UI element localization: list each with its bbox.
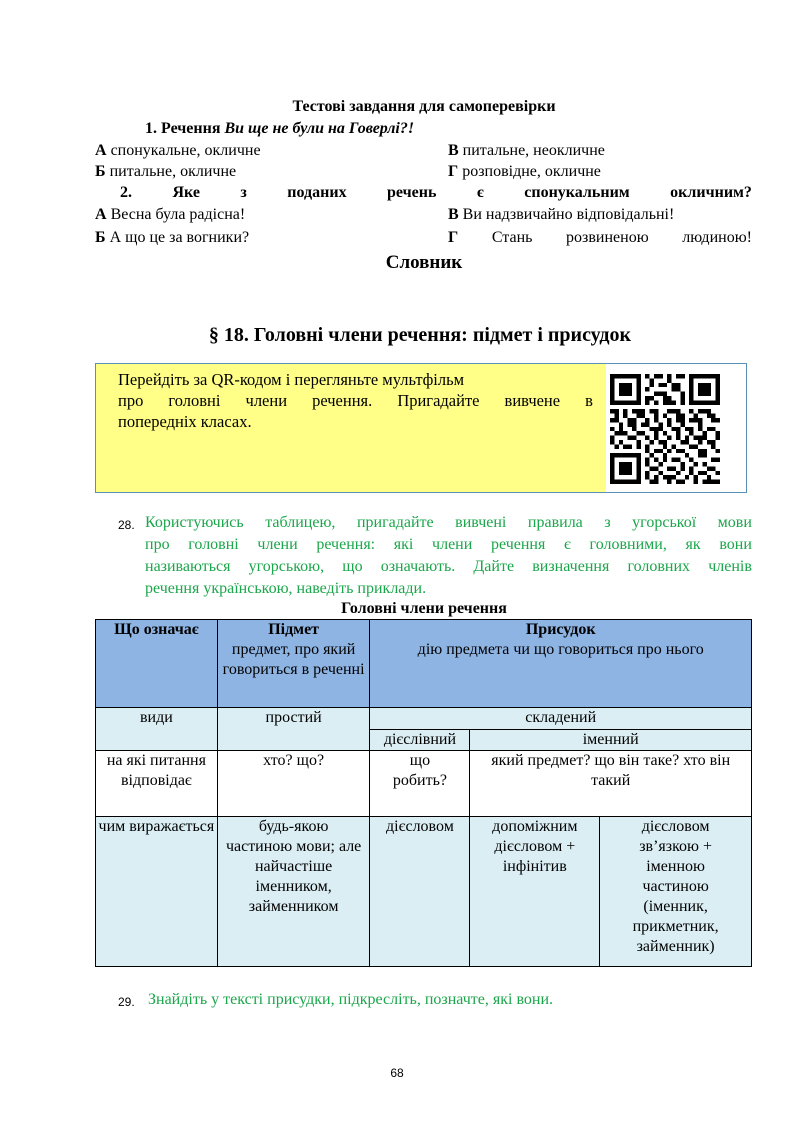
q1-option-a: А спонукальне, окличне (95, 142, 261, 159)
q1-option-b: Б питальне, окличне (95, 163, 237, 180)
kinds-compound: складений (370, 708, 752, 730)
q1-option-h: Г розповідне, окличне (448, 163, 601, 180)
task-28-line-4: речення українською, наведіть приклади. (145, 580, 427, 597)
question-2: 2. Яке з поданих речень є спонукальним окличним? (120, 184, 752, 201)
qr-code-area[interactable] (606, 364, 746, 492)
kinds-label: види (96, 708, 218, 751)
header-predicate: Присудок дію предмета чи що говориться про нього (370, 620, 752, 708)
dictionary-heading: Словник (385, 252, 463, 273)
qr-info-line-1: Перейдіть за QR-кодом і перегляньте мультфільм (118, 370, 465, 389)
questions-nominal: який предмет? що він таке? хто він такий (470, 751, 752, 817)
table-row-kinds (96, 708, 752, 730)
header-subject: Підмет предмет, про який говориться в реченні (217, 620, 370, 708)
task-28-line-2: про головні члени речення: які члени речення є головними, як вони (145, 536, 752, 553)
q2-option-h: Г Стань розвиненою людиною! (448, 229, 752, 246)
qr-code-icon[interactable] (610, 374, 720, 484)
table-header-row (96, 620, 752, 708)
expressed-simple: дієсловом (370, 817, 470, 967)
expressed-subject: будь-якою частиною мови; але найчастіше іменником, займенником (217, 817, 370, 967)
q2-option-a: А Весна була радісна! (95, 206, 246, 223)
qr-info-line-2: про головні члени речення. Пригадайте вивчене в (118, 391, 593, 410)
qr-info-box (95, 363, 747, 493)
task-28-line-3: називаються угорською, що означають. Дайте визначення головних членів (145, 558, 752, 575)
task-28-number: 28. (118, 518, 135, 532)
expressed-verbal: допоміжним дієсловом + інфінітив (470, 817, 600, 967)
questions-verbal: що робить? (370, 751, 470, 817)
q2-option-b: Б А що це за вогники? (95, 229, 250, 246)
question-1-number: 1. Речення (145, 120, 225, 137)
kinds-verbal: дієслівний (370, 730, 470, 751)
questions-subject: хто? що? (217, 751, 370, 817)
questions-label: на які питання відповідає (96, 751, 218, 817)
q1-option-v: В питальне, неокличне (448, 142, 605, 159)
qr-info-line-3: попередніх класах. (118, 412, 252, 431)
table-row-questions (96, 751, 752, 817)
kinds-simple: простий (217, 708, 370, 751)
question-1-sentence: Ви ще не були на Говерлі?! (224, 120, 415, 137)
expressed-nominal: дієсловом зв’язкою + іменною частиною (іменник, прикметник, займенник) (600, 817, 752, 967)
task-29-number: 29. (118, 995, 135, 1009)
main-members-table (95, 619, 752, 967)
question-1 (145, 119, 414, 139)
table-caption: Головні члени речення (341, 600, 507, 617)
task-29-text: Знайдіть у тексті присудки, підкресліть, позначте, які вони. (148, 991, 554, 1008)
kinds-nominal: іменний (470, 730, 752, 751)
task-28-line-1: Користуючись таблицею, пригадайте вивчені правила з угорської мови (145, 514, 752, 531)
test-title: Тестові завдання для самоперевірки (292, 98, 556, 115)
expressed-label: чим виражається (96, 817, 218, 967)
qr-info-text (118, 369, 593, 432)
table-row-expressed (96, 817, 752, 967)
page-number: 68 (390, 1066, 404, 1080)
header-what-means: Що означає (96, 620, 218, 708)
q2-option-v: В Ви надзвичайно відповідальні! (448, 206, 675, 223)
section-title: § 18. Головні члени речення: підмет і присудок (208, 324, 632, 346)
